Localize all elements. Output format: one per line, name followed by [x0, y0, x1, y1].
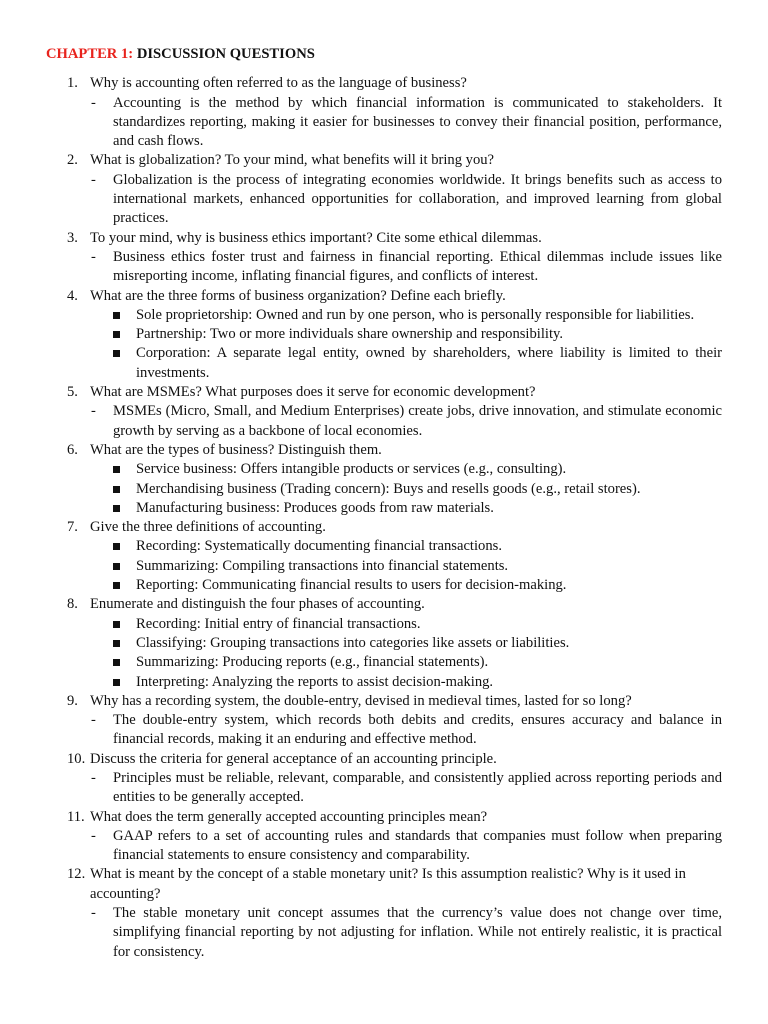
bullet-text: Reporting: Communicating financial results to users for decision-making. [136, 577, 567, 594]
bullet-item [90, 634, 722, 653]
answer-item [90, 171, 722, 229]
bullet-list [90, 460, 722, 518]
square-bullet-icon [113, 679, 120, 686]
answer-item [90, 904, 722, 962]
square-bullet-icon [113, 621, 120, 628]
answer-text: Accounting is the method by which financial information is communicated to stakeholders. It standardizes reporting, making it easier for businesses to convey their financial position, performance, and cash flows. [113, 94, 722, 150]
square-bullet-icon [113, 582, 120, 589]
square-bullet-icon [113, 486, 120, 493]
bullet-text: Summarizing: Compiling transactions into financial statements. [136, 557, 509, 574]
answer-dash-marker: - [91, 905, 96, 922]
question-text: What are MSMEs? What purposes does it serve for economic development? [90, 384, 536, 401]
question-item [46, 865, 722, 961]
answer-text: Business ethics foster trust and fairness in financial reporting. Ethical dilemmas include issues like misreporting income, inflating financial figures, and conflicts of interest. [113, 248, 722, 285]
question-number: 10. [67, 750, 86, 767]
question-item [46, 808, 722, 866]
answer-list [90, 248, 722, 287]
answer-dash-marker: - [91, 94, 96, 111]
question-number: 1. [67, 75, 78, 92]
square-bullet-icon [113, 543, 120, 550]
answer-list [90, 711, 722, 750]
answer-item [90, 94, 722, 152]
question-number: 11. [67, 808, 85, 825]
question-text: What are the types of business? Distinguish them. [90, 441, 382, 458]
question-item [46, 518, 722, 595]
answer-text: MSMEs (Micro, Small, and Medium Enterprises) create jobs, drive innovation, and stimulate economic growth by serving as a backbone of local economies. [113, 403, 722, 439]
question-number: 2. [67, 152, 78, 169]
question-text: What does the term generally accepted accounting principles mean? [90, 808, 488, 825]
question-item [46, 383, 722, 441]
square-bullet-icon [113, 312, 120, 319]
answer-dash-marker: - [91, 712, 96, 729]
answer-list [90, 94, 722, 152]
answer-item [90, 827, 722, 866]
question-text: Discuss the criteria for general acceptance of an accounting principle. [90, 750, 497, 767]
answer-dash-marker: - [91, 827, 96, 844]
answer-item [90, 402, 722, 441]
question-number: 12. [67, 866, 86, 883]
bullet-item [90, 325, 722, 344]
square-bullet-icon [113, 505, 120, 512]
question-item [46, 229, 722, 287]
bullet-item [90, 537, 722, 556]
chapter-label: CHAPTER 1: [46, 46, 134, 62]
bullet-text: Service business: Offers intangible products or services (e.g., consulting). [136, 461, 567, 478]
bullet-text: Manufacturing business: Produces goods from raw materials. [136, 499, 494, 516]
question-item [46, 151, 722, 228]
answer-item [90, 769, 722, 808]
bullet-text: Merchandising business (Trading concern): Buys and resells goods (e.g., retail stores). [136, 480, 641, 497]
answer-list [90, 904, 722, 962]
question-text: What is globalization? To your mind, what benefits will it bring you? [90, 152, 495, 169]
question-text: To your mind, why is business ethics important? Cite some ethical dilemmas. [90, 229, 542, 246]
answer-text: The double-entry system, which records both debits and credits, ensures accuracy and balance in financial records, making it an enduring and effective method. [113, 712, 722, 748]
question-item [46, 595, 722, 691]
chapter-title: DISCUSSION QUESTIONS [136, 46, 315, 62]
bullet-text: Corporation: A separate legal entity, owned by shareholders, where liability is limited to their investments. [136, 345, 722, 381]
bullet-text: Recording: Systematically documenting financial transactions. [136, 538, 502, 555]
answer-text: Globalization is the process of integrating economies worldwide. It brings benefits such as access to international markets, enhanced opportunities for collaboration, and improved learning from global practices. [113, 171, 722, 227]
square-bullet-icon [113, 640, 120, 647]
question-text: Why is accounting often referred to as the language of business? [90, 75, 467, 92]
question-text: Give the three definitions of accounting. [90, 519, 326, 536]
bullet-item [90, 306, 722, 325]
question-number: 9. [67, 692, 78, 709]
question-text: What is meant by the concept of a stable monetary unit? Is this assumption realistic? Why is it used in accounting? [90, 866, 686, 902]
bullet-list [90, 537, 722, 595]
question-item [46, 74, 722, 151]
question-item [46, 692, 722, 750]
bullet-text: Classifying: Grouping transactions into categories like assets or liabilities. [136, 634, 570, 651]
bullet-text: Summarizing: Producing reports (e.g., financial statements). [136, 654, 489, 671]
square-bullet-icon [113, 466, 120, 473]
bullet-item [90, 460, 722, 479]
bullet-text: Sole proprietorship: Owned and run by one person, who is personally responsible for liabilities. [136, 306, 695, 323]
question-number: 5. [67, 384, 78, 401]
question-item [46, 287, 722, 383]
answer-item [90, 711, 722, 750]
bullet-item [90, 653, 722, 672]
bullet-text: Recording: Initial entry of financial transactions. [136, 615, 421, 632]
bullet-list [90, 306, 722, 383]
square-bullet-icon [113, 563, 120, 570]
chapter-heading [46, 45, 722, 64]
bullet-item [90, 344, 722, 383]
answer-text: Principles must be reliable, relevant, comparable, and consistently applied across reporting periods and entities to be generally accepted. [113, 769, 722, 806]
bullet-item [90, 576, 722, 595]
bullet-text: Partnership: Two or more individuals share ownership and responsibility. [136, 326, 563, 343]
question-number: 7. [67, 519, 78, 536]
document-content [46, 45, 722, 962]
question-item [46, 750, 722, 808]
bullet-item [90, 557, 722, 576]
answer-dash-marker: - [91, 248, 96, 265]
answer-list [90, 769, 722, 808]
question-list [46, 74, 722, 962]
question-number: 8. [67, 596, 78, 613]
question-text: Why has a recording system, the double-entry, devised in medieval times, lasted for so long? [90, 692, 632, 709]
answer-dash-marker: - [91, 171, 96, 188]
square-bullet-icon [113, 331, 120, 338]
question-number: 3. [67, 229, 78, 246]
answer-text: GAAP refers to a set of accounting rules and standards that companies must follow when preparing financial statements to ensure consistency and comparability. [113, 827, 722, 864]
bullet-item [90, 673, 722, 692]
question-number: 6. [67, 441, 78, 458]
answer-list [90, 827, 722, 866]
question-text: Enumerate and distinguish the four phases of accounting. [90, 596, 425, 613]
question-number: 4. [67, 287, 78, 304]
bullet-list [90, 615, 722, 692]
bullet-item [90, 615, 722, 634]
square-bullet-icon [113, 350, 120, 357]
answer-item [90, 248, 722, 287]
bullet-item [90, 480, 722, 499]
answer-dash-marker: - [91, 403, 96, 420]
answer-list [90, 171, 722, 229]
bullet-text: Interpreting: Analyzing the reports to assist decision-making. [136, 673, 494, 690]
answer-dash-marker: - [91, 769, 96, 786]
answer-list [90, 402, 722, 441]
square-bullet-icon [113, 659, 120, 666]
question-text: What are the three forms of business organization? Define each briefly. [90, 287, 506, 304]
answer-text: The stable monetary unit concept assumes that the currency’s value does not change over time, simplifying financial reporting by not adjusting for inflation. While not entirely realistic, it is practical for consistency. [113, 905, 722, 960]
bullet-item [90, 499, 722, 518]
question-item [46, 441, 722, 518]
